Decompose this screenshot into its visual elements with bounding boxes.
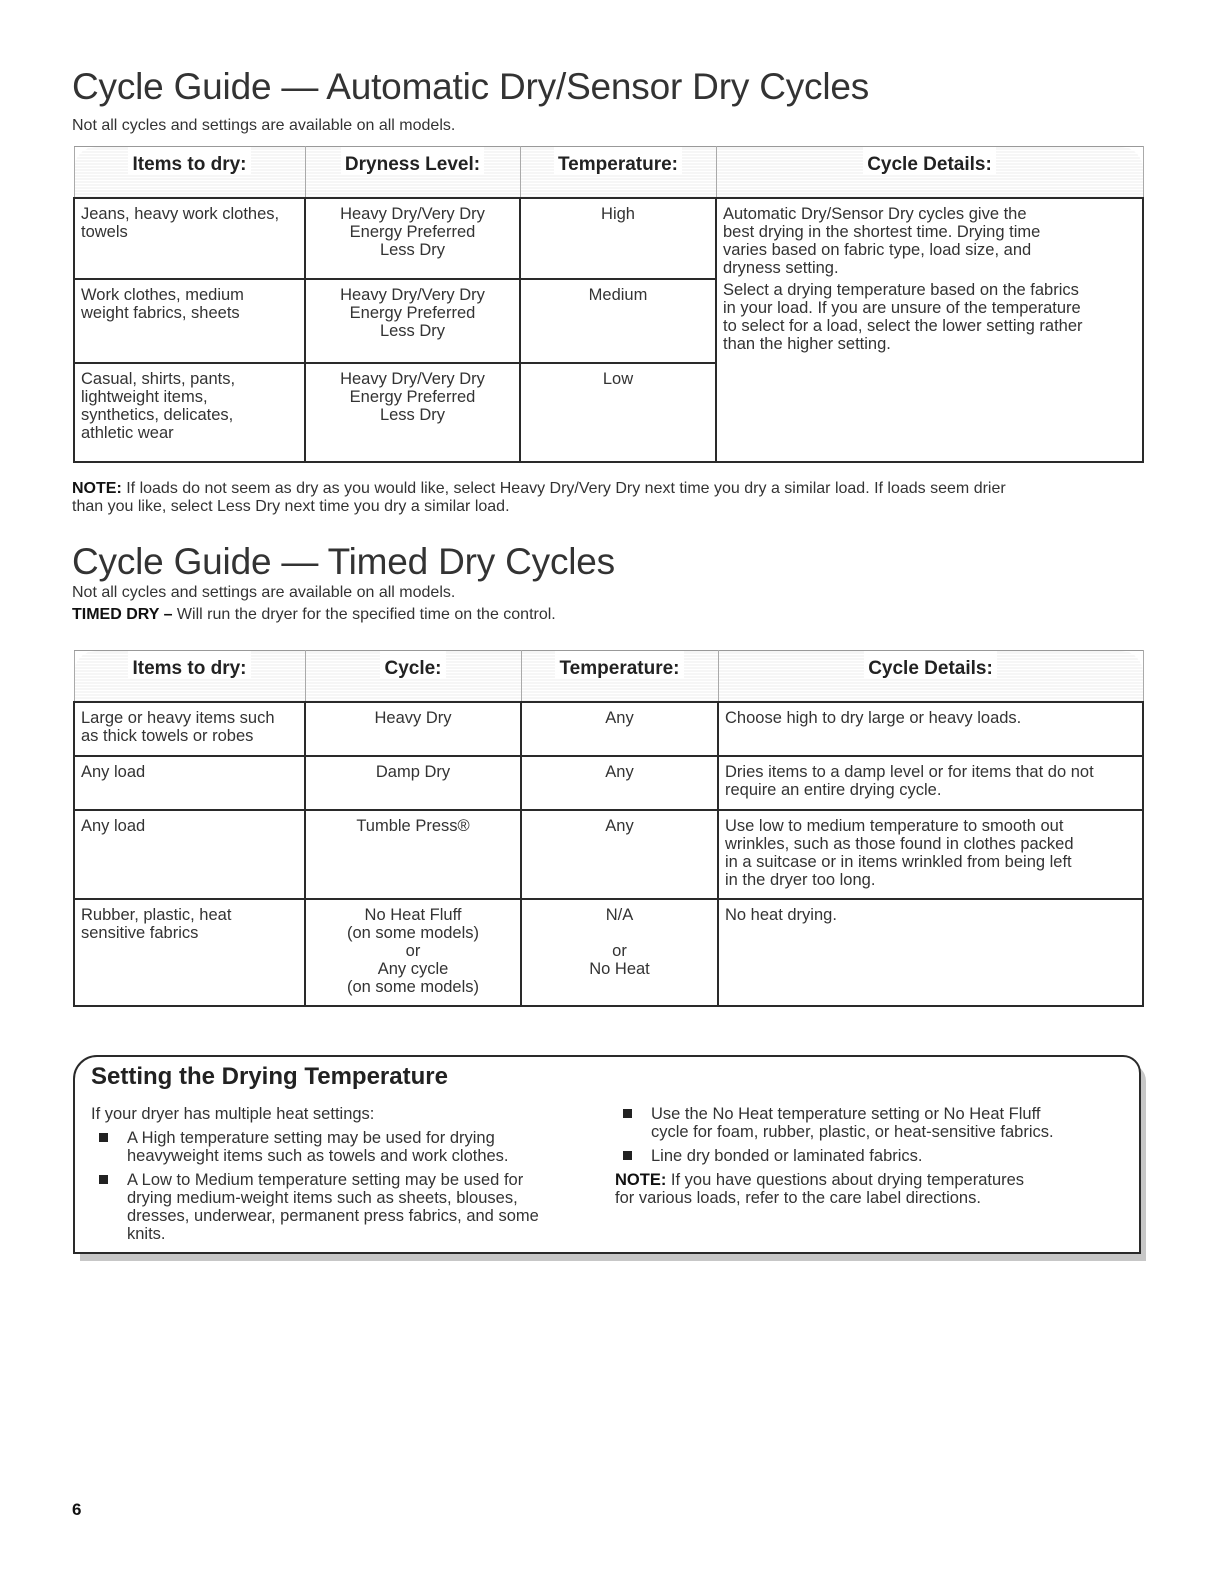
header-items-to-dry: Items to dry: (74, 651, 305, 703)
temperature-note: NOTE: If you have questions about drying temperatures for various loads, refer to the care label directions. (615, 1171, 1025, 1207)
drying-temperature-box (73, 1055, 1141, 1254)
list-item: Line dry bonded or laminated fabrics. (615, 1147, 1130, 1165)
dryness-cell: Heavy Dry/Very Dry Energy Preferred Less Dry (305, 279, 520, 363)
section-title: Setting the Drying Temperature (91, 1063, 448, 1090)
cycle-details-cell: Dries items to a damp level or for items that do not require an entire drying cycle. (718, 756, 1143, 810)
items-cell: Casual, shirts, pants, lightweight items, synthetics, delicates, athletic wear (74, 363, 305, 462)
bullet-square-icon (99, 1175, 108, 1184)
page-title-automatic-dry: Cycle Guide — Automatic Dry/Sensor Dry Cycles (72, 66, 870, 107)
timed-dry-description: TIMED DRY – Will run the dryer for the specified time on the control. (72, 606, 556, 623)
header-cycle-details: Cycle Details: (716, 147, 1143, 199)
cycle-details-cell: Use low to medium temperature to smooth out wrinkles, such as those found in clothes packed in a suitcase or in items wrinkled from being left in the dryer too long. (718, 810, 1143, 899)
cycle-cell: No Heat Fluff (on some models) or Any cycle (on some models) (305, 899, 521, 1006)
right-column (615, 1105, 1130, 1207)
cycle-details-cell: Choose high to dry large or heavy loads. (718, 702, 1143, 756)
items-cell: Work clothes, medium weight fabrics, sheets (74, 279, 305, 363)
bullet-square-icon (99, 1133, 108, 1142)
table-row (74, 756, 1143, 810)
dryness-cell: Heavy Dry/Very Dry Energy Preferred Less Dry (305, 198, 520, 279)
table-row (74, 810, 1143, 899)
temperature-cell: Any (521, 756, 718, 810)
table-header-row (74, 651, 1143, 703)
items-cell: Large or heavy items such as thick towels or robes (74, 702, 305, 756)
header-dryness-level: Dryness Level: (305, 147, 520, 199)
header-items-to-dry: Items to dry: (74, 147, 305, 199)
bullet-square-icon (623, 1109, 632, 1118)
temperature-cell: Any (521, 702, 718, 756)
left-column (91, 1105, 591, 1249)
list-item: A High temperature setting may be used for drying heavyweight items such as towels and work clothes. (91, 1129, 591, 1165)
header-temperature: Temperature: (521, 651, 718, 703)
availability-note: Not all cycles and settings are available on all models. (72, 584, 456, 601)
dryness-note: NOTE: If loads do not seem as dry as you would like, select Heavy Dry/Very Dry next time you dry a similar load. If loads seem drier than you like, select Less Dry next time you dry a similar load. (72, 480, 1006, 515)
automatic-dry-table (73, 146, 1144, 463)
timed-dry-table (73, 650, 1144, 1007)
items-cell: Any load (74, 756, 305, 810)
temperature-cell: N/A or No Heat (521, 899, 718, 1006)
items-cell: Any load (74, 810, 305, 899)
temperature-cell: Low (520, 363, 716, 462)
items-cell: Jeans, heavy work clothes, towels (74, 198, 305, 279)
intro-text: If your dryer has multiple heat settings: (91, 1105, 375, 1123)
page-number: 6 (72, 1500, 82, 1519)
table-row (74, 899, 1143, 1006)
header-temperature: Temperature: (520, 147, 716, 199)
table-row (74, 198, 1143, 279)
cycle-cell: Heavy Dry (305, 702, 521, 756)
table-header-row (74, 147, 1143, 199)
list-item: Use the No Heat temperature setting or No Heat Fluff cycle for foam, rubber, plastic, or heat-sensitive fabrics. (615, 1105, 1130, 1141)
header-cycle: Cycle: (305, 651, 521, 703)
list-item: A Low to Medium temperature setting may be used for drying medium-weight items such as sheets, blouses, dresses, underwear, permanent press fabrics, and some knits. (91, 1171, 591, 1243)
bullet-square-icon (623, 1151, 632, 1160)
cycle-details-cell: No heat drying. (718, 899, 1143, 1006)
availability-note: Not all cycles and settings are available on all models. (72, 117, 456, 134)
temperature-cell: High (520, 198, 716, 279)
temperature-cell: Any (521, 810, 718, 899)
page-title-timed-dry: Cycle Guide — Timed Dry Cycles (72, 541, 615, 582)
table-row (74, 702, 1143, 756)
cycle-details-cell: Automatic Dry/Sensor Dry cycles give the best drying in the shortest time. Drying time varies based on fabric type, load size, and dryness setting. Select a drying temperature based on the fabrics in your load. If you are unsure of the temperature to select for a load, select the lower setting rather than the higher setting. (716, 198, 1143, 462)
cycle-cell: Tumble Press® (305, 810, 521, 899)
header-cycle-details: Cycle Details: (718, 651, 1143, 703)
cycle-cell: Damp Dry (305, 756, 521, 810)
items-cell: Rubber, plastic, heat sensitive fabrics (74, 899, 305, 1006)
temperature-cell: Medium (520, 279, 716, 363)
dryness-cell: Heavy Dry/Very Dry Energy Preferred Less Dry (305, 363, 520, 462)
